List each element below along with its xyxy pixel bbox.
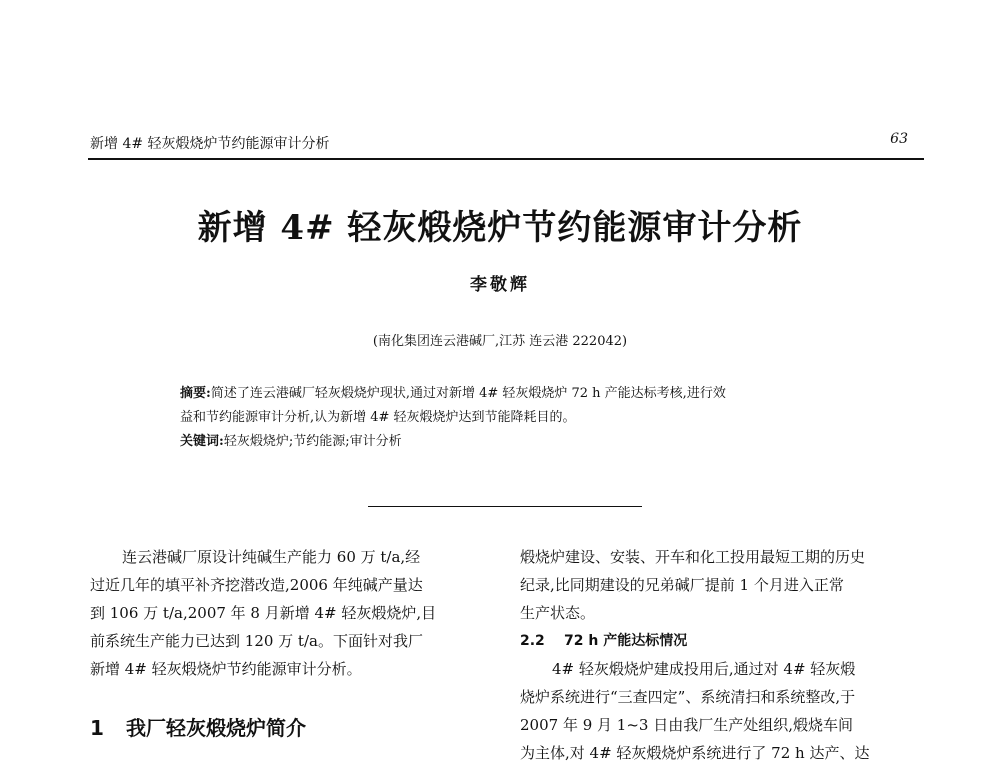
- subsection-number: 2.2: [520, 633, 545, 649]
- keywords-line: [180, 430, 830, 454]
- section-heading-1: [90, 712, 306, 741]
- body-line: 连云港碱厂原设计纯碱生产能力 60 万 t/a,经: [122, 548, 421, 566]
- right-column: [520, 543, 925, 767]
- body-line: 过近几年的填平补齐挖潜改造,2006 年纯碱产量达: [90, 576, 423, 594]
- running-title: 新增 4# 轻灰煅烧炉节约能源审计分析: [90, 136, 330, 152]
- abstract-line-1: [180, 382, 830, 406]
- header-rule: [88, 158, 924, 160]
- author-name: 李敬辉: [470, 275, 530, 295]
- body-line: 纪录,比同期建设的兄弟碱厂提前 1 个月进入正常: [520, 576, 844, 594]
- body-line: 新增 4# 轻灰煅烧炉节约能源审计分析。: [90, 660, 362, 678]
- abstract-text-1: 简述了连云港碱厂轻灰煅烧炉现状,通过对新增 4# 轻灰煅烧炉 72 h 产能达标考核,进行效: [210, 386, 726, 401]
- article-title: 新增 4# 轻灰煅烧炉节约能源审计分析: [197, 208, 803, 248]
- author-affiliation: (南化集团连云港碱厂,江苏 连云港 222042): [372, 334, 628, 349]
- body-line: 生产状态。: [520, 604, 596, 622]
- body-line: 前系统生产能力已达到 120 万 t/a。下面针对我厂: [90, 632, 423, 650]
- section-title: 我厂轻灰煅烧炉简介: [126, 716, 306, 740]
- body-line: 烧炉系统进行“三查四定”、系统清扫和系统整改,于: [520, 688, 856, 706]
- keywords-text: 轻灰煅烧炉;节约能源;审计分析: [223, 434, 402, 449]
- abstract-line-2: 益和节约能源审计分析,认为新增 4# 轻灰煅烧炉达到节能降耗目的。: [180, 410, 576, 425]
- body-line: 煅烧炉建设、安装、开车和化工投用最短工期的历史: [520, 548, 866, 566]
- page-number: 63: [890, 131, 908, 147]
- body-line: 4# 轻灰煅烧炉建成投用后,通过对 4# 轻灰煅: [552, 660, 856, 678]
- body-line: 2007 年 9 月 1~3 日由我厂生产处组织,煅烧车间: [520, 716, 853, 734]
- subsection-title: 72 h 产能达标情况: [564, 633, 688, 649]
- abstract-label: 摘要:: [180, 386, 211, 401]
- abstract-separator: [368, 506, 642, 507]
- section-number: 1: [90, 716, 104, 740]
- left-column: [90, 543, 490, 683]
- abstract-block: [180, 382, 830, 454]
- subsection-heading-2-2: [520, 627, 925, 655]
- body-line: 到 106 万 t/a,2007 年 8 月新增 4# 轻灰煅烧炉,目: [90, 604, 437, 622]
- keywords-label: 关键词:: [180, 434, 224, 449]
- body-line: 为主体,对 4# 轻灰煅烧炉系统进行了 72 h 达产、达: [520, 744, 870, 762]
